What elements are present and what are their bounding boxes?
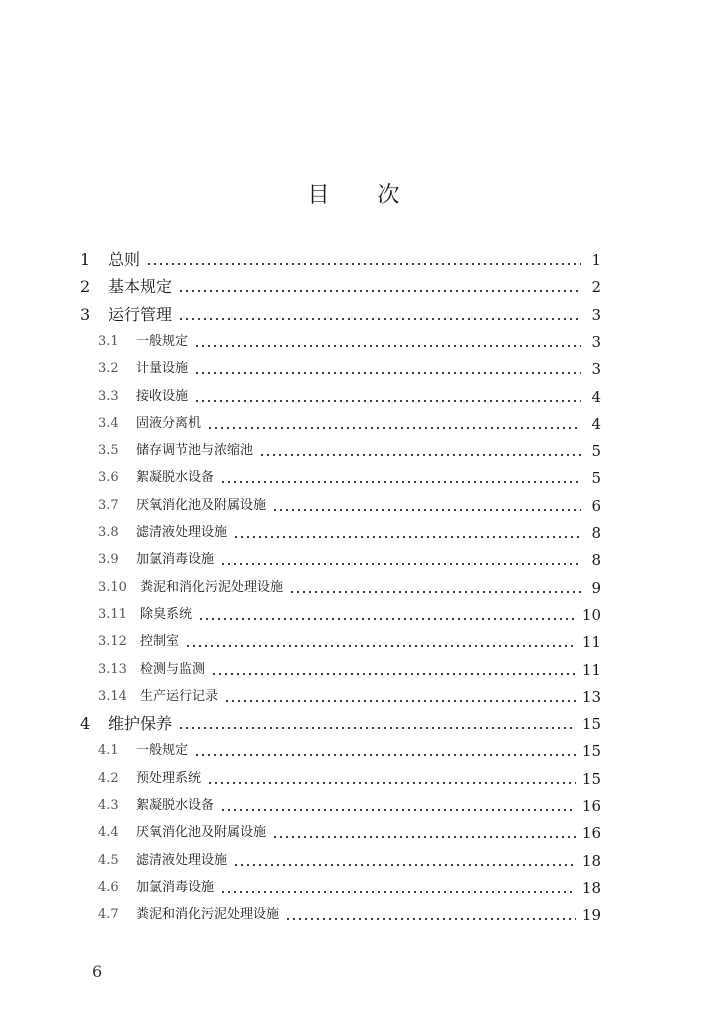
toc-entry[interactable] <box>98 654 601 680</box>
dot-leader <box>146 263 581 265</box>
toc-entry-number: 3.5 <box>98 443 119 459</box>
toc-entry-label: 储存调节池与浓缩池 <box>136 443 254 459</box>
toc-entry-label: 维护保养 <box>108 714 173 734</box>
toc-entry-label: 固液分离机 <box>136 415 202 431</box>
toc-entry-label: 预处理系统 <box>136 770 202 786</box>
toc-entry-number: 3.12 <box>98 634 127 650</box>
toc-entry-page: 3 <box>591 305 601 324</box>
toc-entry-label: 絮凝脱水设备 <box>136 470 215 486</box>
toc-entry[interactable] <box>80 244 601 270</box>
toc-entry-number: 3.13 <box>98 661 127 677</box>
toc-entry[interactable] <box>98 681 601 707</box>
toc-entry-page: 15 <box>581 769 601 788</box>
toc-entry-page: 3 <box>591 360 601 379</box>
toc-entry-label: 粪泥和消化污泥处理设施 <box>136 907 280 923</box>
dot-leader <box>178 290 581 292</box>
toc-entry-label: 生产运行记录 <box>140 688 219 704</box>
toc-entry[interactable] <box>98 326 601 352</box>
dot-leader <box>220 809 576 811</box>
toc-entry-label: 厌氧消化池及附属设施 <box>136 825 267 841</box>
dot-leader <box>178 318 581 320</box>
toc-entry-label: 一般规定 <box>136 743 189 759</box>
dot-leader <box>259 454 581 456</box>
toc-entry-page: 10 <box>581 605 601 624</box>
toc-entry-page: 4 <box>591 414 601 433</box>
dot-leader <box>220 563 581 565</box>
toc-entry-number: 4.1 <box>98 743 119 759</box>
toc-entry-label: 絮凝脱水设备 <box>136 798 215 813</box>
toc-entry[interactable] <box>98 408 601 434</box>
toc-entry-number: 3.4 <box>98 415 119 431</box>
toc-entry[interactable] <box>98 435 601 461</box>
toc-entry[interactable] <box>98 517 601 543</box>
toc-entry[interactable] <box>98 872 601 898</box>
dot-leader <box>220 481 581 483</box>
dot-leader <box>289 591 581 593</box>
toc-entry-number: 3.2 <box>98 361 119 377</box>
toc-entry-page: 9 <box>591 578 601 597</box>
dot-leader <box>207 782 576 784</box>
toc-entry-label: 厌氧消化池及附属设施 <box>136 497 267 513</box>
toc-entry[interactable] <box>98 544 601 570</box>
dot-leader <box>178 727 576 729</box>
toc-entry[interactable] <box>98 790 601 816</box>
toc-entry-number: 3.11 <box>98 606 127 622</box>
toc-entry-label: 计量设施 <box>136 361 189 377</box>
toc-entry[interactable] <box>98 763 601 789</box>
toc-entry-number: 1 <box>80 250 91 269</box>
toc-entry-page: 6 <box>591 496 601 515</box>
toc-entry-label: 加氯消毒设施 <box>136 879 215 895</box>
toc-entry[interactable] <box>80 271 601 297</box>
toc-entry-number: 3.10 <box>98 579 127 595</box>
toc-entry-page: 3 <box>591 332 601 351</box>
toc-entry-number: 3.7 <box>98 497 119 513</box>
toc-entry[interactable] <box>98 353 601 379</box>
toc-title: 目次 <box>307 183 448 208</box>
toc-entry-page: 11 <box>581 633 601 652</box>
toc-entry-label: 接收设施 <box>136 388 189 404</box>
toc-entry-number: 3 <box>80 304 91 324</box>
toc-entry[interactable] <box>80 708 601 734</box>
dot-leader <box>272 836 576 838</box>
dot-leader <box>220 891 576 893</box>
toc-entry[interactable] <box>98 845 601 871</box>
toc-entry-label: 基本规定 <box>108 277 173 297</box>
dot-leader <box>194 372 581 374</box>
toc-entry[interactable] <box>98 899 601 925</box>
toc-entry-label: 一般规定 <box>136 333 189 349</box>
toc-entry-page: 8 <box>591 524 601 542</box>
toc-entry-label: 加氯消毒设施 <box>136 552 215 568</box>
dot-leader <box>194 345 581 347</box>
toc-entry[interactable] <box>98 626 601 652</box>
toc-entry-number: 4.2 <box>98 770 119 786</box>
dot-leader <box>207 427 581 429</box>
dot-leader <box>185 645 576 647</box>
toc-entry-label: 除臭系统 <box>140 606 193 622</box>
toc-entry-number: 4.3 <box>98 798 119 813</box>
toc-entry-number: 3.9 <box>98 552 119 568</box>
toc-entry-page: 15 <box>581 715 601 734</box>
toc-entry-page: 18 <box>581 878 601 897</box>
toc-entry-page: 1 <box>591 251 601 269</box>
toc-entry-page: 18 <box>581 851 601 870</box>
toc-entry-number: 2 <box>80 277 91 297</box>
toc-entry-page: 8 <box>591 551 601 570</box>
toc-entry-number: 3.14 <box>98 688 127 704</box>
toc-entry-number: 4.6 <box>98 879 119 895</box>
toc-entry-page: 11 <box>581 660 601 679</box>
dot-leader <box>285 918 576 920</box>
toc-entry-number: 4.5 <box>98 852 119 868</box>
dot-leader <box>224 700 576 702</box>
toc-entry-number: 4.4 <box>98 825 119 841</box>
toc-entry-number: 3.3 <box>98 388 119 404</box>
toc-entry-page: 13 <box>581 687 601 706</box>
toc-entry-label: 控制室 <box>140 634 180 650</box>
toc-entry-page: 19 <box>581 906 601 925</box>
toc-entry[interactable] <box>80 299 601 325</box>
toc-entry[interactable] <box>98 462 601 488</box>
toc-entry-page: 4 <box>591 387 601 406</box>
dot-leader <box>194 754 576 756</box>
toc-entry-label: 滤清液处理设施 <box>136 525 228 540</box>
dot-leader <box>194 400 581 402</box>
toc-entry-page: 15 <box>581 742 601 761</box>
toc-entry-label: 总则 <box>108 250 141 269</box>
dot-leader <box>233 536 581 538</box>
toc-entry-number: 3.8 <box>98 525 119 540</box>
toc-entry[interactable] <box>98 817 601 843</box>
toc-entry-label: 粪泥和消化污泥处理设施 <box>140 579 284 595</box>
toc-entry[interactable] <box>98 490 601 516</box>
toc-entry[interactable] <box>98 381 601 407</box>
toc-entry-page: 16 <box>581 824 601 843</box>
toc-entry-page: 16 <box>581 797 601 815</box>
dot-leader <box>198 618 576 620</box>
toc-entry-number: 4.7 <box>98 907 119 923</box>
dot-leader <box>272 509 581 511</box>
toc-entry-number: 4 <box>80 714 91 734</box>
toc-entry-number: 3.6 <box>98 470 119 486</box>
toc-entry-label: 滤清液处理设施 <box>136 852 228 868</box>
toc-entry[interactable] <box>98 599 601 625</box>
toc-entry-number: 3.1 <box>98 333 119 349</box>
toc-entry[interactable] <box>98 735 601 761</box>
dot-leader <box>233 864 576 866</box>
toc-entry-page: 2 <box>591 278 601 297</box>
dot-leader <box>211 673 576 675</box>
footer-page-number: 6 <box>92 962 103 981</box>
toc-entry[interactable] <box>98 572 601 598</box>
toc-entry-page: 5 <box>591 469 601 488</box>
toc-entry-label: 运行管理 <box>108 304 173 324</box>
toc-entry-page: 5 <box>591 442 601 461</box>
toc-entry-label: 检测与监测 <box>140 661 206 677</box>
